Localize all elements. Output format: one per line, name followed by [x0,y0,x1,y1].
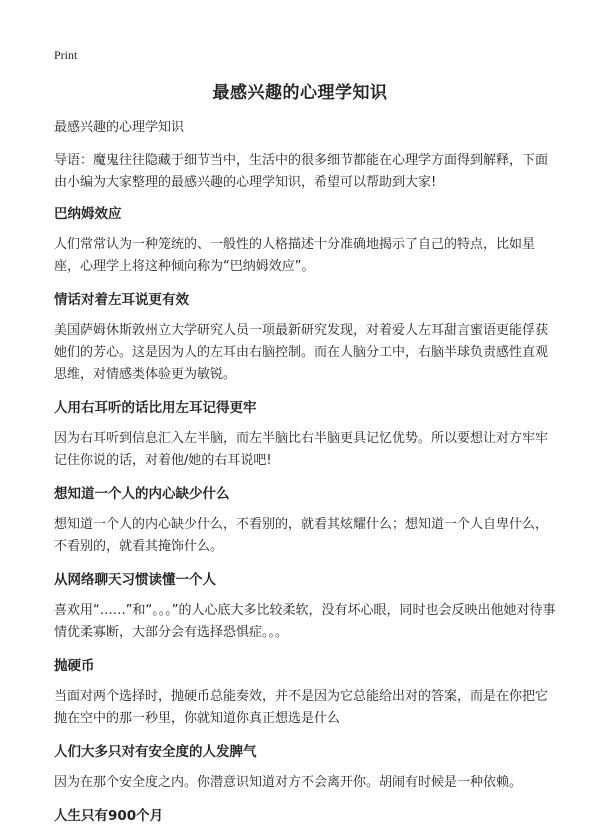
section-body: 当面对两个选择时，抛硬币总能奏效，并不是因为它总能给出对的答案，而是在你把它抛在空中的那一秒里，你就知道你真正想选是什么 [54,689,549,726]
section-heading: 人们大多只对有安全度的人发脾气 [54,744,257,760]
section-barnum [54,204,560,278]
section-heading: 巴纳姆效应 [54,206,122,222]
section-body: 因为在那个安全度之内。你潜意识知道对方不会离开你。胡闹有时候是一种依赖。 [54,775,523,790]
section-right-ear [54,398,560,472]
section-inner-lack [54,484,560,558]
section-chat-habits [54,570,560,644]
section-body: 想知道一个人的内心缺少什么，不看别的，就看其炫耀什么；想知道一个人自卑什么，不看别的，就看其掩饰什么。 [54,517,549,554]
document-content [54,118,560,836]
section-heading: 抛硬币 [54,658,95,674]
section-coin-toss [54,656,560,730]
section-heading: 从网络聊天习惯读懂一个人 [54,572,216,588]
section-body: 因为右耳听到信息汇入左半脑，而左半脑比右半脑更具记忆优势。所以要想让对方牢牢记住你说的话，对着他/她的右耳说吧! [54,431,549,468]
section-body: 喜欢用“……”和“。。。”的人心底大多比较柔软，没有坏心眼，同时也会反映出他她对待事情优柔寡断，大部分会有选择恐惧症。。。 [54,603,556,640]
document-title: 最感兴趣的心理学知识 [212,83,388,103]
section-900-months [54,806,560,826]
intro-paragraph: 导语：魔鬼往往隐藏于细节当中，生活中的很多细节都能在心理学方面得到解释，下面由小编为大家整理的最感兴趣的心理学知识，希望可以帮助到大家! [54,153,549,190]
section-left-ear [54,290,560,386]
section-heading: 人用右耳听的话比用左耳记得更牢 [54,400,257,416]
print-link[interactable]: Print [54,48,78,62]
section-body: 人们常常认为一种笼统的、一般性的人格描述十分准确地揭示了自己的特点，比如星座，心理学上将这种倾向称为“巴纳姆效应”。 [54,237,536,274]
section-heading: 人生只有900个月 [54,808,164,824]
document-subtitle: 最感兴趣的心理学知识 [54,120,185,135]
section-heading: 情话对着左耳说更有效 [54,292,189,308]
section-heading: 想知道一个人的内心缺少什么 [54,486,230,502]
section-safety-temper [54,742,560,794]
section-body: 美国萨姆休斯敦州立大学研究人员一项最新研究发现，对着爱人左耳甜言蜜语更能俘获她们的芳心。这是因为人的左耳由右脑控制。而在人脑分工中，右脑半球负责感性直观思维，对情感类体验更为敏锐。 [54,323,549,382]
